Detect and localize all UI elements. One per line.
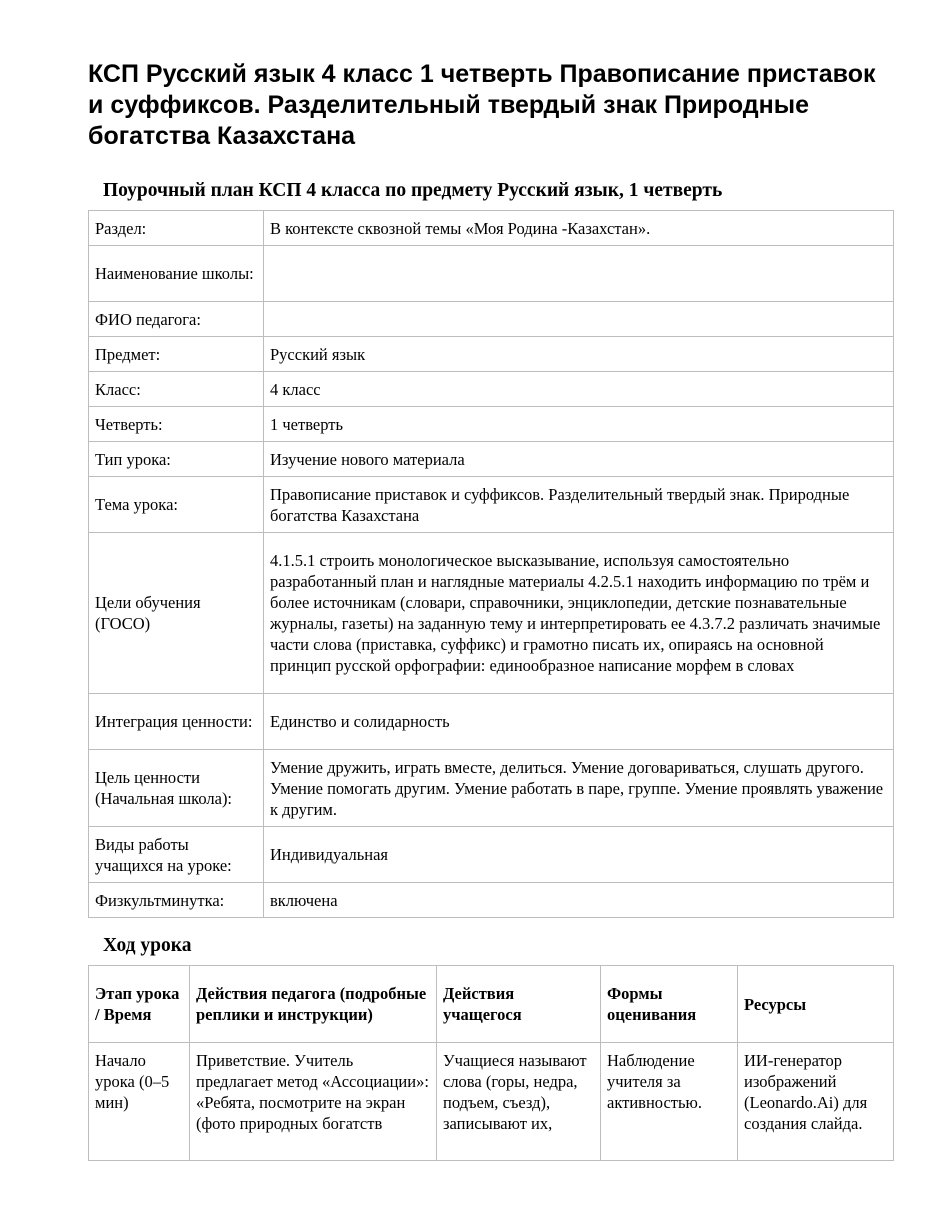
info-row-value-goal <box>89 750 894 827</box>
table-row <box>89 1043 894 1161</box>
info-label: Физкультминутка: <box>89 883 264 918</box>
info-value: Индивидуальная <box>264 827 894 883</box>
info-label: Класс: <box>89 372 264 407</box>
plan-heading: Поурочный план КСП 4 класса по предмету Русский язык, 1 четверть <box>103 180 723 201</box>
header-student-actions: Действия учащегося <box>437 966 601 1043</box>
info-value: Единство и солидарность <box>264 694 894 750</box>
cell-teacher-actions: Приветствие. Учитель предлагает метод «Ассоциации»: «Ребята, посмотрите на экран (фото природных богатств <box>190 1043 437 1161</box>
cell-resources: ИИ-генератор изображений (Leonardo.Ai) для создания слайда. <box>738 1043 894 1161</box>
info-label: Виды работы учащихся на уроке: <box>89 827 264 883</box>
document-title: КСП Русский язык 4 класс 1 четверть Правописание приставок и суффиксов. Разделительный твердый знак Природные богатства Казахстана <box>88 60 876 150</box>
info-row-physical-break <box>89 883 894 918</box>
cell-student-actions: Учащиеся называют слова (горы, недра, подъем, съезд), записывают их, <box>437 1043 601 1161</box>
info-value: 4 класс <box>264 372 894 407</box>
info-label: Четверть: <box>89 407 264 442</box>
info-row-quarter <box>89 407 894 442</box>
info-value <box>264 302 894 337</box>
info-row-subject <box>89 337 894 372</box>
info-row-section <box>89 211 894 246</box>
info-value: Изучение нового материала <box>264 442 894 477</box>
info-row-teacher <box>89 302 894 337</box>
info-value: 4.1.5.1 строить монологическое высказывание, используя самостоятельно разработанный план и наглядные материалы 4.2.5.1 находить информацию по трём и более источникам (словари, справочники, энциклопедии, детские познавательные журналы, газеты) на заданную тему и интерпретировать ее 4.3.7.2 различать значимые части слова (приставка, суффикс) и грамотно писать их, опираясь на основной принцип русской орфографии: единообразное написание морфем в словах <box>264 533 894 694</box>
info-value: 1 четверть <box>264 407 894 442</box>
info-label: Тип урока: <box>89 442 264 477</box>
info-label: Цель ценности (Начальная школа): <box>89 750 264 827</box>
info-label: Интеграция ценности: <box>89 694 264 750</box>
info-value <box>264 246 894 302</box>
info-row-school <box>89 246 894 302</box>
header-assessment: Формы оценивания <box>601 966 738 1043</box>
header-stage: Этап урока / Время <box>89 966 190 1043</box>
info-value: Умение дружить, играть вместе, делиться. Умение договариваться, слушать другого. Умение помогать другим. Умение работать в паре, группе. Умение проявлять уважение к другим. <box>264 750 894 827</box>
info-row-value-integration <box>89 694 894 750</box>
info-row-grade <box>89 372 894 407</box>
lesson-info-table <box>88 210 894 918</box>
info-label: Предмет: <box>89 337 264 372</box>
cell-stage: Начало урока (0–5 мин) <box>89 1043 190 1161</box>
header-resources: Ресурсы <box>738 966 894 1043</box>
cell-assessment: Наблюдение учителя за активностью. <box>601 1043 738 1161</box>
info-row-work-types <box>89 827 894 883</box>
info-row-learning-goals <box>89 533 894 694</box>
info-row-lesson-type <box>89 442 894 477</box>
header-teacher-actions: Действия педагога (подробные реплики и инструкции) <box>190 966 437 1043</box>
lesson-header-row <box>89 966 894 1043</box>
info-value: В контексте сквозной темы «Моя Родина -Казахстан». <box>264 211 894 246</box>
info-value: Правописание приставок и суффиксов. Разделительный твердый знак. Природные богатства Казахстана <box>264 477 894 533</box>
info-label: Наименование школы: <box>89 246 264 302</box>
info-row-lesson-topic <box>89 477 894 533</box>
info-value: Русский язык <box>264 337 894 372</box>
lesson-heading: Ход урока <box>103 935 192 956</box>
info-label: Тема урока: <box>89 477 264 533</box>
info-label: Раздел: <box>89 211 264 246</box>
info-label: Цели обучения (ГОСО) <box>89 533 264 694</box>
info-label: ФИО педагога: <box>89 302 264 337</box>
lesson-flow-table <box>88 965 894 1161</box>
info-value: включена <box>264 883 894 918</box>
